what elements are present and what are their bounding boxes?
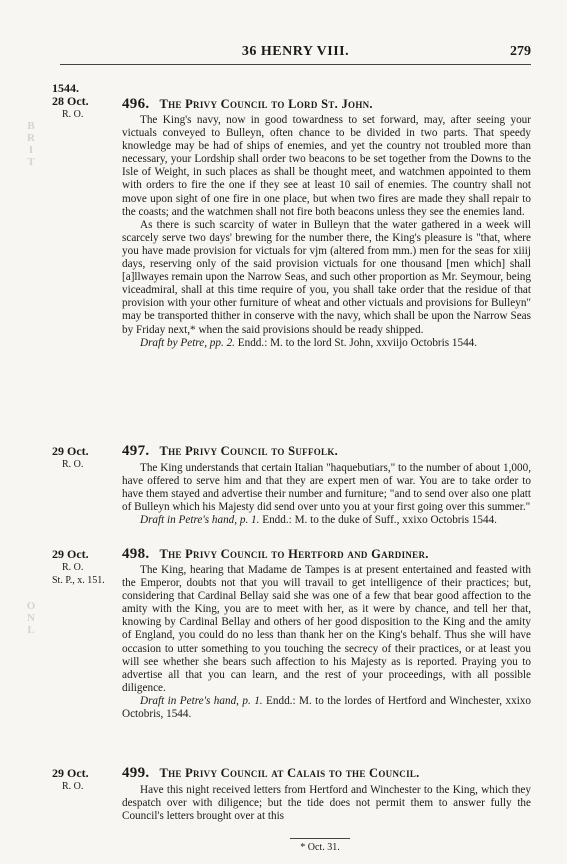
paragraph: The King, hearing that Madame de Tampes is at present entertained and feasted with the Emperor, doubts not that you will travail to get intelligence of their practices; but, considering that Cardinal Bellay said she was one of a few that bear good affection to the amity with the King, you are to meet with her, as it were by chance, and tell her that, knowing by Cardinal Bellay and others of her good disposition to the King and the amity of England, you could do no less than thank her on the King's behalf. Thus she will have occasion to utter something to you touching the secrecy of their practices, or at least you will see whether she bears such affection to his Majesty as is reported. Praying you to advertise all that you can learn, and the rest of your proceedings, with all possible diligence. [122,564,531,694]
footnote-rule [290,838,350,839]
entry-title: The Privy Council to Lord St. John. [159,97,373,111]
page-number: 279 [510,44,531,59]
entry-body-498 [122,564,531,721]
source-label: R. O. [62,781,84,792]
entry-heading-496 [122,96,531,113]
entry-body-497 [122,462,531,527]
watermark-stamp-lower: O N L [26,600,36,636]
entry-margin-499 [52,767,118,793]
entry-body-499 [122,784,531,823]
entry-heading-499 [122,765,531,782]
date-label: 29 Oct. [52,444,89,458]
source-label: R. O. [62,562,84,573]
entry-heading-498 [122,546,531,563]
entry-number: 496. [122,96,150,112]
source-label-secondary: St. P., x. 151. [52,575,105,586]
paragraph: The King's navy, now in good towardness to set forward, may, after seeing your victuals conveyed to Bulleyn, often chance to be divided in two parts. That speedy knowledge may be had of ships of enemies, and yet the country not troubled more than necessary, your Lordship shall order two beacons to be set together from the Downs to the Isle of Weight, in such places as shall be thought meet, and watchmen appointed to them with orders to fire the one if they see at least 10 sail of enemies. The country shall not move upon sight of one fire in one place, but when two fires are made they shall repair to the coasts; and the watchmen shall not fire both beacons unless they see the enemies land. [122,114,531,218]
draft-label: Draft by Petre, pp. 2. [140,336,235,349]
draft-label: Draft in Petre's hand, p. 1. [140,694,263,707]
watermark-stamp: B R I T [27,120,35,168]
entry-title: The Privy Council to Hertford and Gardiner. [159,547,429,561]
draft-note [122,695,531,721]
entry-heading-497 [122,443,531,460]
paragraph: Have this night received letters from Hertford and Winchester to the King, which they despatch over with diligence; but the tide does not permit them to answer fully the Council's letters brought over at this [122,784,531,823]
draft-note [122,514,531,527]
date-label: 29 Oct. [52,766,89,780]
entry-title: The Privy Council to Suffolk. [159,444,339,458]
entry-body-496 [122,114,531,350]
entry-number: 499. [122,765,150,781]
entry-margin-496 [52,82,118,121]
source-label: R. O. [62,109,84,120]
date-label: 28 Oct. [52,94,89,108]
entry-margin-498 [52,548,118,587]
entry-title: The Privy Council at Calais to the Council. [159,766,420,780]
date-label: 29 Oct. [52,547,89,561]
paragraph: The King understands that certain Italian "haquebutiars," to the number of about 1,000, have offered to serve him and that they are expert men of war. You are to take order to have them stayed and advertise their number and furniture; "and to send over also one platt of Bulleyn which his Majesty did send over unto you at your first going over this summer." [122,462,531,514]
endorsement: Endd.: M. to the lordes of Hertford and Winchester, xxixo Octobris, 1544. [122,694,531,721]
year-label: 1544. [52,81,79,95]
entry-margin-497 [52,445,118,471]
draft-label: Draft in Petre's hand, p. 1. [140,514,260,527]
entry-number: 497. [122,443,150,459]
source-label: R. O. [62,459,84,470]
endorsement: Endd.: M. to the duke of Suff., xxixo Octobris 1544. [262,514,497,527]
paragraph: As there is such scarcity of water in Bulleyn that the water gathered in a week will scarcely serve two days' brewing for the number there, the King's pleasure is "that, where you have made provision for victuals for vjm (altered from mm.) men for the seas for xiiij days, reserving only of the said provision victuals for one thousand [men which] shall [a]llwayes remain upon the Narrow Seas, and such other proportion as Mr. Seymour, being viceadmiral, shall at this time require of you, you shall take order that the residue of that provision with your other furniture of wheat and other victuals and provisions for Bulleyn" may be transported thither in conserve with the navy, which shall be upon the Narrow Seas by Friday next,* when the said provisions should be ready shipped. [122,218,531,336]
draft-note [122,337,531,350]
running-title: 36 HENRY VIII. [241,44,350,59]
running-header [60,44,531,65]
endorsement: Endd.: M. to the lord St. John, xxviijo Octobris 1544. [237,336,478,349]
entry-number: 498. [122,546,150,562]
footnote: * Oct. 31. [300,842,340,853]
